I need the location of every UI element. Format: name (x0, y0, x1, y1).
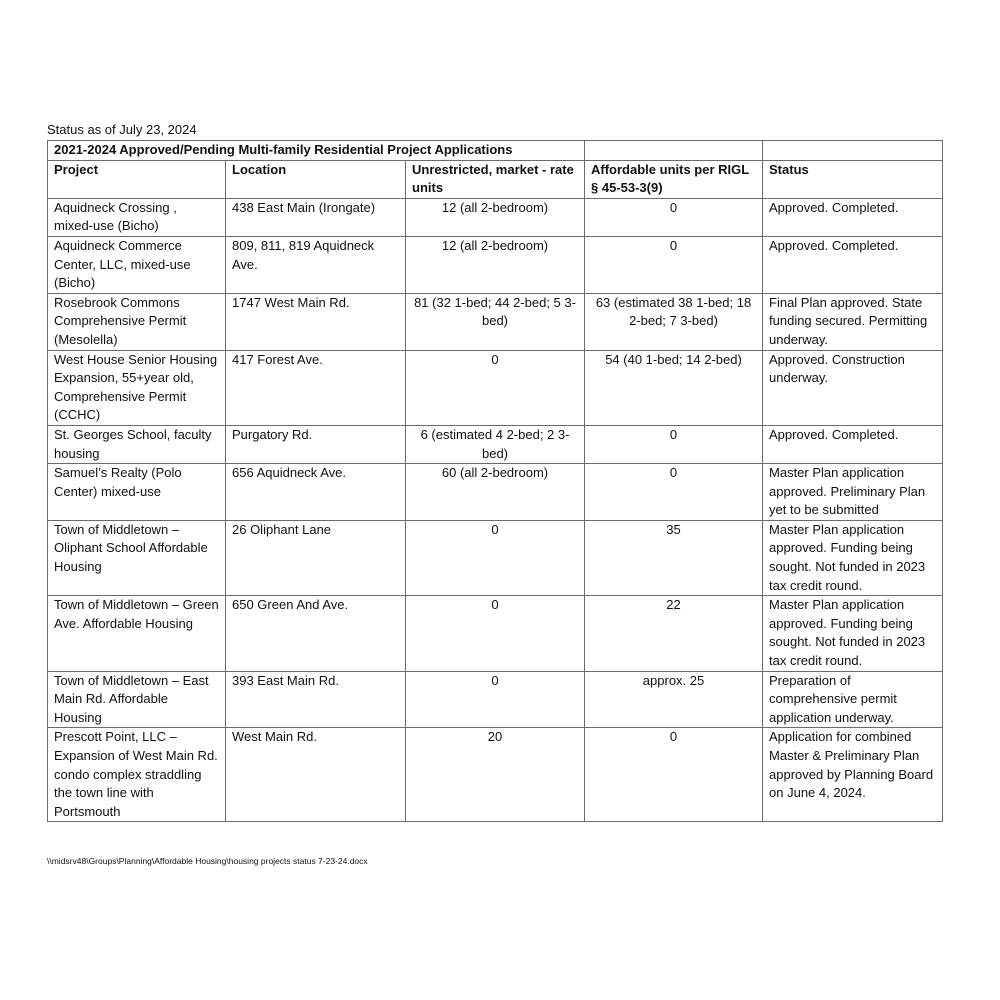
cell-project: Aquidneck Commerce Center, LLC, mixed-use (Bicho) (48, 236, 226, 293)
cell-status: Application for combined Master & Preliminary Plan approved by Planning Board on June 4, 2024. (763, 728, 943, 822)
cell-project: Samuel’s Realty (Polo Center) mixed-use (48, 464, 226, 521)
projects-table (47, 140, 943, 822)
cell-status: Approved. Completed. (763, 425, 943, 463)
header-unrestricted-units: Unrestricted, market - rate units (406, 160, 585, 198)
file-path-footer: \\midsrv48\Groups\Planning\Affordable Housing\housing projects status 7-23-24.docx (47, 856, 368, 866)
table-body (48, 198, 943, 822)
cell-unrestricted-units: 0 (406, 520, 585, 595)
table-row (48, 596, 943, 671)
cell-project: Aquidneck Crossing , mixed-use (Bicho) (48, 198, 226, 236)
cell-unrestricted-units: 60 (all 2-bedroom) (406, 464, 585, 521)
cell-unrestricted-units: 81 (32 1-bed; 44 2-bed; 5 3-bed) (406, 293, 585, 350)
header-status: Status (763, 160, 943, 198)
cell-unrestricted-units: 0 (406, 350, 585, 425)
cell-affordable-units: 0 (585, 425, 763, 463)
cell-status: Preparation of comprehensive permit application underway. (763, 671, 943, 728)
cell-affordable-units: 54 (40 1-bed; 14 2-bed) (585, 350, 763, 425)
cell-location: West Main Rd. (226, 728, 406, 822)
cell-affordable-units: 0 (585, 728, 763, 822)
status-date-line: Status as of July 23, 2024 (47, 122, 197, 137)
cell-location: 809, 811, 819 Aquidneck Ave. (226, 236, 406, 293)
cell-location: 417 Forest Ave. (226, 350, 406, 425)
cell-affordable-units: approx. 25 (585, 671, 763, 728)
table-row (48, 464, 943, 521)
cell-affordable-units: 35 (585, 520, 763, 595)
table-row (48, 293, 943, 350)
cell-location: 438 East Main (Irongate) (226, 198, 406, 236)
cell-affordable-units: 0 (585, 464, 763, 521)
table-title-empty-cell (763, 141, 943, 161)
table-title: 2021-2024 Approved/Pending Multi-family Residential Project Applications (48, 141, 585, 161)
cell-unrestricted-units: 0 (406, 596, 585, 671)
cell-location: 393 East Main Rd. (226, 671, 406, 728)
cell-location: 650 Green And Ave. (226, 596, 406, 671)
cell-status: Master Plan application approved. Funding being sought. Not funded in 2023 tax credit round. (763, 596, 943, 671)
cell-unrestricted-units: 0 (406, 671, 585, 728)
header-affordable-units: Affordable units per RIGL § 45-53-3(9) (585, 160, 763, 198)
cell-affordable-units: 22 (585, 596, 763, 671)
cell-affordable-units: 0 (585, 198, 763, 236)
cell-unrestricted-units: 20 (406, 728, 585, 822)
cell-status: Master Plan application approved. Funding being sought. Not funded in 2023 tax credit round. (763, 520, 943, 595)
cell-unrestricted-units: 12 (all 2-bedroom) (406, 198, 585, 236)
header-project: Project (48, 160, 226, 198)
cell-project: Prescott Point, LLC – Expansion of West Main Rd. condo complex straddling the town line with Portsmouth (48, 728, 226, 822)
cell-status: Master Plan application approved. Preliminary Plan yet to be submitted (763, 464, 943, 521)
cell-project: Town of Middletown – East Main Rd. Affordable Housing (48, 671, 226, 728)
cell-status: Approved. Construction underway. (763, 350, 943, 425)
cell-location: 1747 West Main Rd. (226, 293, 406, 350)
table-row (48, 671, 943, 728)
cell-status: Final Plan approved. State funding secured. Permitting underway. (763, 293, 943, 350)
table-row (48, 425, 943, 463)
cell-unrestricted-units: 6 (estimated 4 2-bed; 2 3-bed) (406, 425, 585, 463)
table-header-row (48, 160, 943, 198)
table-title-empty-cell (585, 141, 763, 161)
table-title-row (48, 141, 943, 161)
cell-unrestricted-units: 12 (all 2-bedroom) (406, 236, 585, 293)
cell-project: Town of Middletown – Oliphant School Affordable Housing (48, 520, 226, 595)
cell-project: Town of Middletown – Green Ave. Affordable Housing (48, 596, 226, 671)
cell-project: St. Georges School, faculty housing (48, 425, 226, 463)
cell-project: Rosebrook Commons Comprehensive Permit (Mesolella) (48, 293, 226, 350)
table-row (48, 728, 943, 822)
table-row (48, 198, 943, 236)
cell-affordable-units: 63 (estimated 38 1-bed; 18 2-bed; 7 3-bed) (585, 293, 763, 350)
cell-location: 656 Aquidneck Ave. (226, 464, 406, 521)
table-row (48, 520, 943, 595)
header-location: Location (226, 160, 406, 198)
cell-affordable-units: 0 (585, 236, 763, 293)
table-row (48, 236, 943, 293)
cell-status: Approved. Completed. (763, 236, 943, 293)
cell-status: Approved. Completed. (763, 198, 943, 236)
cell-project: West House Senior Housing Expansion, 55+year old, Comprehensive Permit (CCHC) (48, 350, 226, 425)
cell-location: Purgatory Rd. (226, 425, 406, 463)
cell-location: 26 Oliphant Lane (226, 520, 406, 595)
table-row (48, 350, 943, 425)
